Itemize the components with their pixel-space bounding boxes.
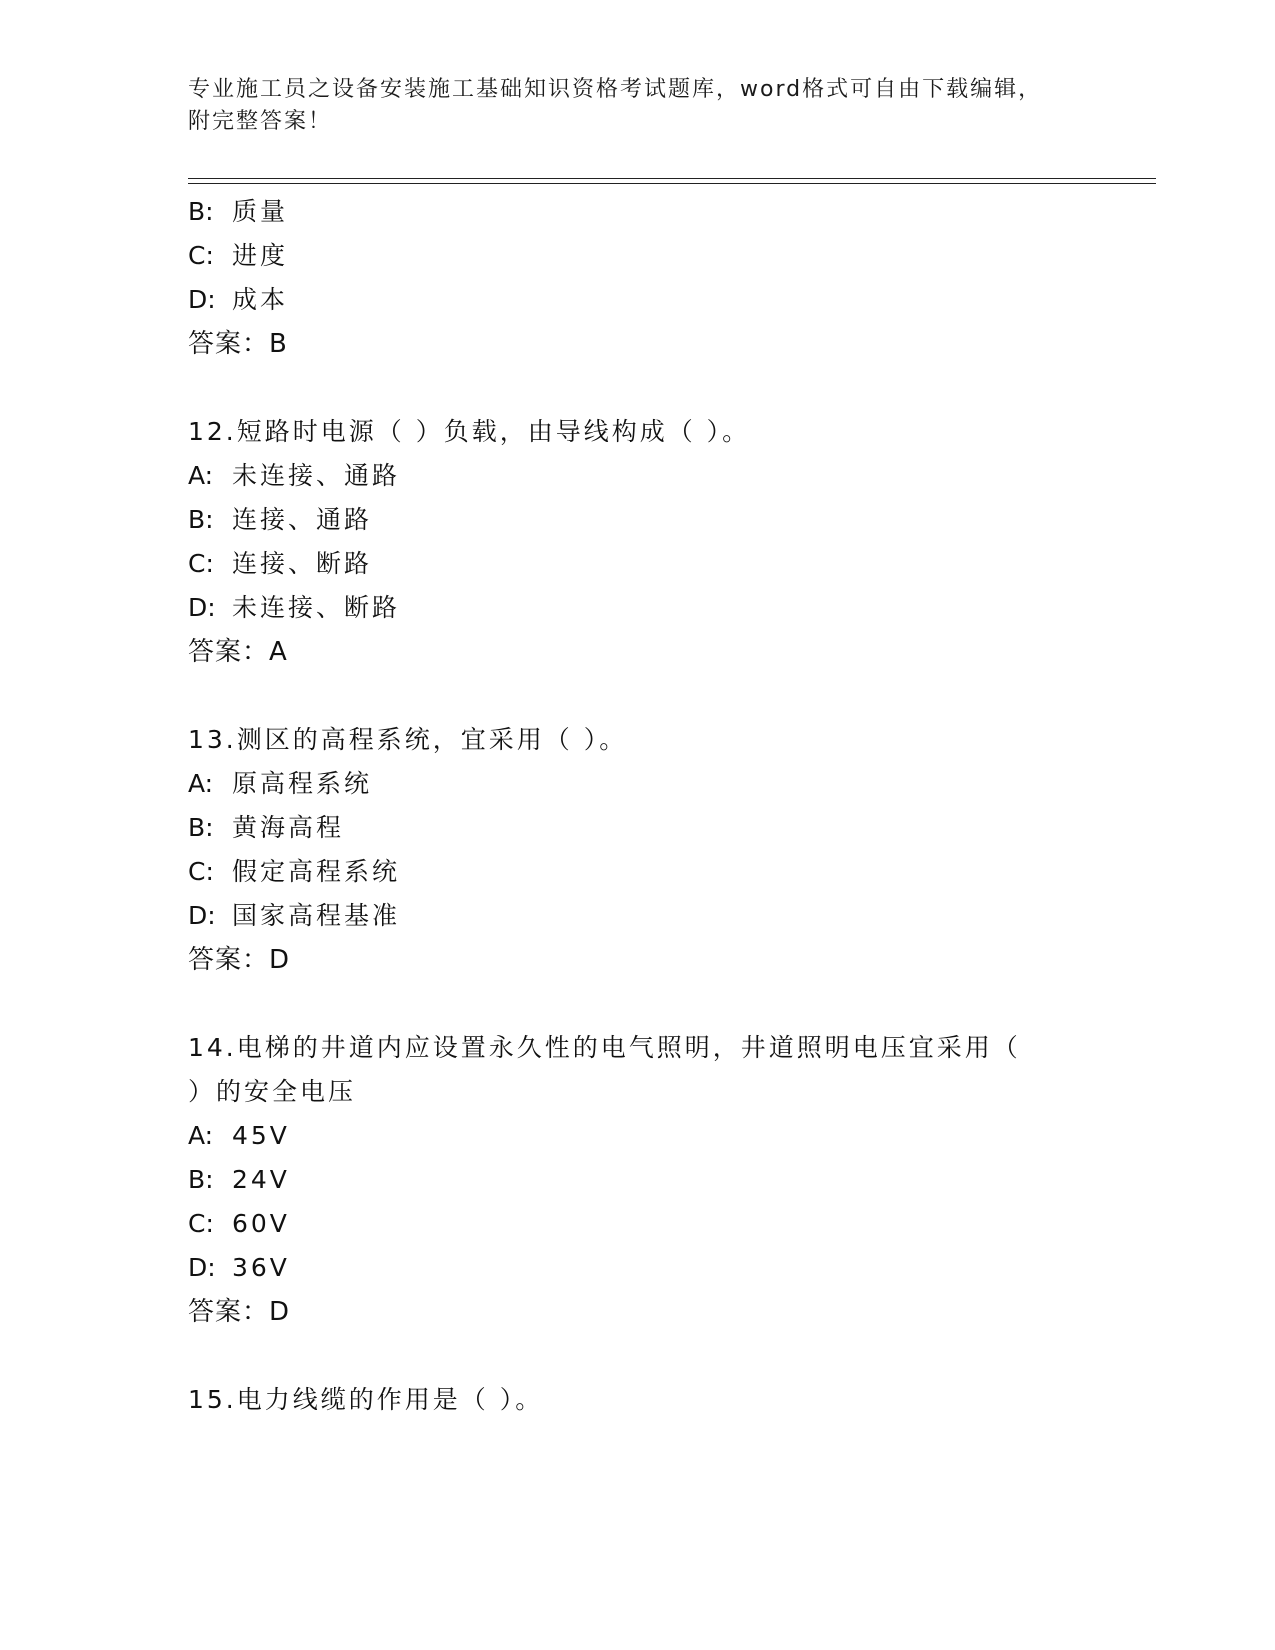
option-key: B: (188, 813, 214, 842)
option-q14-d (188, 1252, 290, 1284)
option-key: B: (188, 1165, 214, 1194)
option-key: D: (188, 285, 216, 314)
option-key: D: (188, 1253, 216, 1282)
option-text: 成本 (232, 285, 289, 314)
option-key: C: (188, 1209, 214, 1238)
option-q12-d (188, 592, 400, 624)
option-q13-b (188, 812, 344, 844)
option-q12-c (188, 548, 372, 580)
option-key: D: (188, 593, 216, 622)
question-14-line-2: ）的安全电压 (188, 1077, 357, 1106)
option-q12-b (188, 504, 372, 536)
option-text: 国家高程基准 (232, 901, 401, 930)
option-key: D: (188, 901, 216, 930)
option-q13-c (188, 856, 400, 888)
option-key: A: (188, 769, 214, 798)
answer-q12: 答案：A (188, 637, 288, 667)
option-text: 未连接、通路 (232, 461, 401, 490)
option-key: B: (188, 505, 214, 534)
option-q14-a (188, 1120, 290, 1152)
option-text: 未连接、断路 (232, 593, 401, 622)
option-q13-a (188, 768, 372, 800)
answer-q11: 答案：B (188, 329, 288, 359)
option-q13-d (188, 900, 400, 932)
option-text: 原高程系统 (232, 769, 373, 798)
question-13: 13.测区的高程系统，宜采用（ ）。 (188, 725, 628, 754)
option-text: 24V (232, 1165, 290, 1194)
question-14-line-1: 14.电梯的井道内应设置永久性的电气照明，井道照明电压宜采用（ (188, 1033, 1021, 1062)
option-q14-b (188, 1164, 290, 1196)
option-q11-b (188, 196, 288, 228)
question-12: 12.短路时电源（ ）负载，由导线构成（ ）。 (188, 417, 751, 446)
option-key: C: (188, 549, 214, 578)
option-key: B: (188, 197, 214, 226)
option-text: 黄海高程 (232, 813, 345, 842)
option-key: C: (188, 241, 214, 270)
header-line-1: 专业施工员之设备安装施工基础知识资格考试题库，word格式可自由下载编辑， (188, 77, 1043, 102)
header-rule-bottom (188, 183, 1156, 184)
option-text: 质量 (232, 197, 289, 226)
header-rule-top (188, 178, 1156, 179)
option-q11-c (188, 240, 288, 272)
option-q14-c (188, 1208, 290, 1240)
answer-q14: 答案：D (188, 1297, 291, 1327)
option-text: 连接、断路 (232, 549, 373, 578)
question-15: 15.电力线缆的作用是（ ）。 (188, 1385, 544, 1414)
option-text: 60V (232, 1209, 290, 1238)
document-header (188, 74, 1068, 138)
option-text: 45V (232, 1121, 290, 1150)
option-text: 假定高程系统 (232, 857, 401, 886)
option-key: A: (188, 461, 214, 490)
option-text: 36V (232, 1253, 290, 1282)
option-q12-a (188, 460, 400, 492)
option-text: 进度 (232, 241, 289, 270)
option-q11-d (188, 284, 288, 316)
header-line-2: 附完整答案！ (188, 109, 333, 134)
option-text: 连接、通路 (232, 505, 373, 534)
answer-q13: 答案：D (188, 945, 291, 975)
option-key: C: (188, 857, 214, 886)
option-key: A: (188, 1121, 214, 1150)
